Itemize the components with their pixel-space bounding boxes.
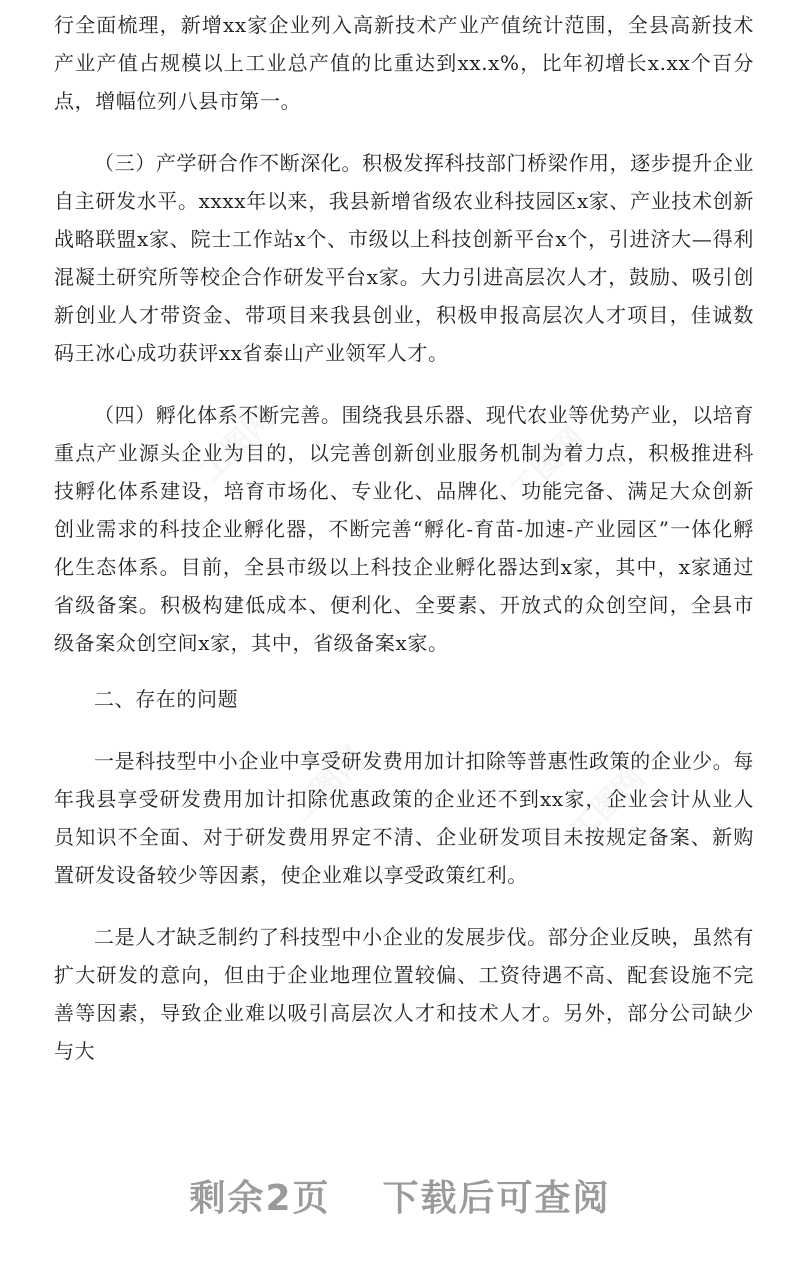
paragraph-section-4: （四）孵化体系不断完善。围绕我县乐器、现代农业等优势产业，以培育重点产业源头企业为目的，以完善创新创业服务机制为着力点，积极推进科技孵化体系建设，培育市场化、专业化、品牌化、功能完备、满足大众创新创业需求的科技企业孵化器，不断完善“孵化-育苗-加速-产业园区”一体化孵化生态体系。目前，全县市级以上科技企业孵化器达到x家，其中，x家通过省级备案。积极构建低成本、便利化、全要素、开放式的众创空间，全县市级备案众创空间x家，其中，省级备案x家。 [54, 403, 754, 655]
paragraph-problem-2: 二是人才缺乏制约了科技型中小企业的发展步伐。部分企业反映，虽然有扩大研发的意向，但由于企业地理位置较偏、工资待遇不高、配套设施不完善等因素，导致企业难以吸引高层次人才和技术人才。另外，部分公司缺少与大 [54, 925, 754, 1063]
watermark: 工图网 [193, 400, 282, 489]
watermark: 工图网 [283, 740, 372, 829]
paragraph-section-3: （三）产学研合作不断深化。积极发挥科技部门桥梁作用，逐步提升企业自主研发水平。xxxx年以来，我县新增省级农业科技园区x家、产业技术创新战略联盟x家、院士工作站x个、市级以上科技创新平台x个，引进济大—得利混凝土研究所等校企合作研发平台x家。大力引进高层次人才，鼓励、吸引创新创业人才带资金、带项目来我县创业，积极申报高层次人才项目，佳诚数码王冰心成功获评xx省泰山产业领军人才。 [54, 151, 754, 365]
download-hint-label: 下载后可查阅 [382, 1178, 611, 1219]
watermark: 工图网 [503, 420, 592, 509]
remaining-pages-label: 剩余2页 [189, 1178, 331, 1219]
section-heading-problems: 二、存在的问题 [94, 687, 239, 711]
paragraph-continued: 行全面梳理，新增xx家企业列入高新技术产业产值统计范围，全县高新技术产业产值占规模以上工业总产值的比重达到xx.x%，比年初增长x.xx个百分点，增幅位列八县市第一。 [54, 13, 754, 113]
paragraph-problem-1: 一是科技型中小企业中享受研发费用加计扣除等普惠性政策的企业少。每年我县享受研发费用加计扣除优惠政策的企业还不到xx家，企业会计从业人员知识不全面、对于研发费用界定不清、企业研发项目未按规定备案、新购置研发设备较少等因素，使企业难以享受政策红利。 [54, 749, 754, 887]
download-prompt[interactable] [0, 1170, 800, 1221]
watermark: 工图网 [563, 760, 652, 849]
